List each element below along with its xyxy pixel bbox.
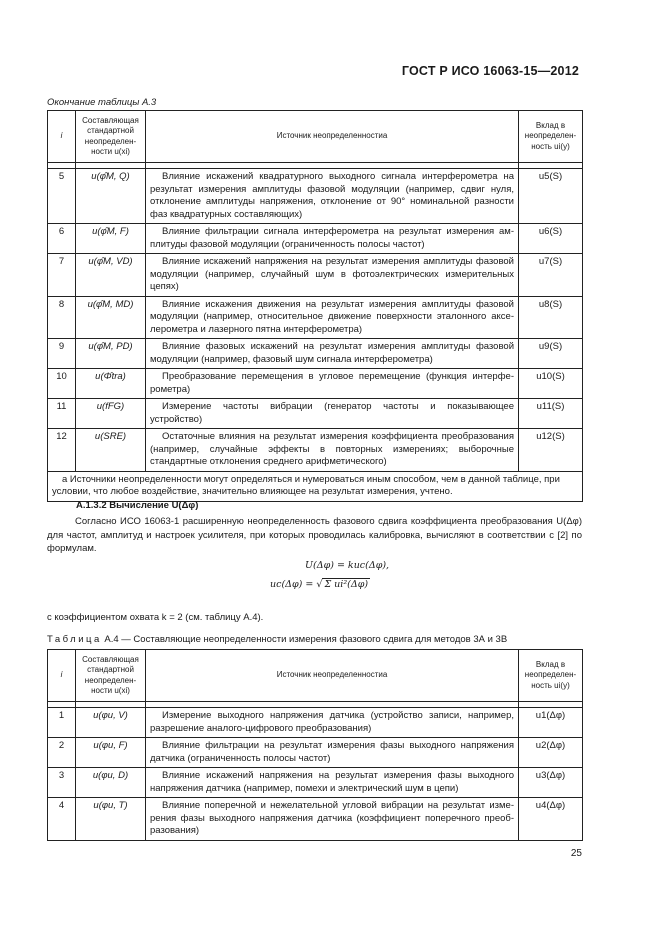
table-row (48, 224, 583, 254)
row-index: 4 (48, 798, 76, 841)
row-source: Влияние фазовых искажений на результат измерения амплитуды фазовой модуляции (например, фазовый шум сигнала интерферометра) (146, 339, 519, 369)
row-index: 11 (48, 399, 76, 429)
row-source: Влияние фильтрации на результат измерения фазы выходного напряжения датчика (ограниченность полосы частот) (146, 738, 519, 768)
header-source: Источник неопределенностиa (146, 111, 519, 163)
row-index: 9 (48, 339, 76, 369)
row-index: 2 (48, 738, 76, 768)
row-source: Остаточные влияния на результат измерения коэффициента преобразования (например, случайные эффекты в повторных измерениях; выборочные стандартные отклонения среднего арифметического) (146, 429, 519, 472)
row-contribution: u5(S) (519, 169, 583, 224)
row-component: u(φ̂M, VD) (76, 254, 146, 297)
row-source: Влияние искажений напряжения на результат измерения амплитуды фазовой модуляции (например, случайный шум в фотоэлектрических измерительных цепях) (146, 254, 519, 297)
row-contribution: u12(S) (519, 429, 583, 472)
header-source: Источник неопределенностиa (146, 650, 519, 702)
formula-root: Σ ui²(Δφ) (324, 579, 369, 590)
row-component: u(φu, D) (76, 768, 146, 798)
row-component: u(φ̂M, F) (76, 224, 146, 254)
header-contribution: Вклад в неопределенность ui(y) (519, 650, 583, 702)
row-contribution: u2(Δφ) (519, 738, 583, 768)
uncertainty-table-a4 (47, 649, 583, 841)
row-contribution: u10(S) (519, 369, 583, 399)
standard-designation: ГОСТ Р ИСО 16063-15—2012 (401, 64, 579, 78)
row-contribution: u7(S) (519, 254, 583, 297)
formula-expanded-uncertainty: U(Δφ) = kuc(Δφ), (305, 560, 390, 571)
row-contribution: u3(Δφ) (519, 768, 583, 798)
row-index: 5 (48, 169, 76, 224)
table-row (48, 429, 583, 472)
table-a4-title-text: А.4 — Составляющие неопределенности измерения фазового сдвига для методов 3А и 3В (101, 634, 508, 645)
row-source: Влияние искажения движения на результат измерения амплитуды фазовой модуляции (например, относительное движение поверхности эталонного акселерометра и лазерного пятна интерферометра) (146, 296, 519, 339)
row-contribution: u11(S) (519, 399, 583, 429)
formula-lhs: uc(Δφ) = (270, 579, 314, 590)
formula-combined-uncertainty: uc(Δφ) = √ Σ ui²(Δφ) (270, 579, 369, 590)
row-contribution: u9(S) (519, 339, 583, 369)
row-contribution: u1(Δφ) (519, 708, 583, 738)
row-index: 12 (48, 429, 76, 472)
row-component: u(fFG) (76, 399, 146, 429)
row-index: 10 (48, 369, 76, 399)
row-component: u(φ̂M, PD) (76, 339, 146, 369)
row-contribution: u6(S) (519, 224, 583, 254)
table-row (48, 254, 583, 297)
row-source: Влияние фильтрации сигнала интерферометра на результат измерения амплитуды фазовой модуляции (ограниченность полосы частот) (146, 224, 519, 254)
uncertainty-table-a3 (47, 110, 583, 502)
row-contribution: u8(S) (519, 296, 583, 339)
header-i: i (48, 111, 76, 163)
row-source: Влияние искажений квадратурного выходного сигнала интерферометра на результат измерения амплитуды фазовой модуляции (например, сдвиг нуля, отклонение амплитуды напряжения, отклонение от 90° номинальной разности фаз квадратурных составляющих) (146, 169, 519, 224)
row-index: 6 (48, 224, 76, 254)
row-component: u(φ̂M, Q) (76, 169, 146, 224)
header-contribution: Вклад в неопределенность ui(y) (519, 111, 583, 163)
row-source: Влияние искажений напряжения на результат измерения фазы выходного напряжения датчика (например, помехи и электрический шум в цепи) (146, 768, 519, 798)
paragraph-intro: Согласно ИСО 16063-1 расширенную неопределенность фазового сдвига коэффициента преобразования U(Δφ) для частот, амплитуд и настроек усилителя, при которых проводилась калибровка, вычисляют в соответствии с [2] по формулам. (47, 516, 582, 554)
table-footnote: a Источники неопределенности могут определяться и нумероваться иным способом, чем в данной таблице, при условии, что любое воздействие, значительно влияющее на результат измерения, учтено. (48, 471, 583, 501)
page-number: 25 (570, 848, 582, 859)
header-i: i (48, 650, 76, 702)
table-row (48, 798, 583, 841)
table-header-row (48, 650, 583, 702)
table-row (48, 369, 583, 399)
row-source: Влияние поперечной и нежелательной угловой вибрации на результат измерения фазы выходного напряжения датчика (коэффициент поперечного преобразования) (146, 798, 519, 841)
row-source: Измерение выходного напряжения датчика (устройство записи, например, разрешение аналого-цифрового преобразования) (146, 708, 519, 738)
row-component: u(Φ̂tra) (76, 369, 146, 399)
table-label: Таблица (47, 634, 102, 645)
row-index: 1 (48, 708, 76, 738)
row-component: u(φu, V) (76, 708, 146, 738)
row-component: u(φ̂M, MD) (76, 296, 146, 339)
table-row (48, 296, 583, 339)
paragraph-coverage: с коэффициентом охвата k = 2 (см. таблицу А.4). (47, 612, 264, 623)
row-component: u(φu, F) (76, 738, 146, 768)
header-component: Составляющая стандартной неопределенности u(xi) (76, 650, 146, 702)
table-a4-title (47, 634, 607, 645)
section-heading: А.1.3.2 Вычисление U(Δφ) (76, 500, 199, 511)
header-component: Составляющая стандартной неопределенности u(xi) (76, 111, 146, 163)
row-index: 7 (48, 254, 76, 297)
row-component: u(SRE) (76, 429, 146, 472)
table-header-row (48, 111, 583, 163)
row-source: Преобразование перемещения в угловое перемещение (функция интерферометра) (146, 369, 519, 399)
row-contribution: u4(Δφ) (519, 798, 583, 841)
row-source: Измерение частоты вибрации (генератор частоты и показывающее устройство) (146, 399, 519, 429)
table-row (48, 738, 583, 768)
table-row (48, 339, 583, 369)
row-index: 8 (48, 296, 76, 339)
table-row (48, 768, 583, 798)
table-row (48, 169, 583, 224)
row-index: 3 (48, 768, 76, 798)
table-row (48, 708, 583, 738)
table-row (48, 399, 583, 429)
table-caption: Окончание таблицы А.3 (47, 97, 157, 108)
row-component: u(φu, T) (76, 798, 146, 841)
